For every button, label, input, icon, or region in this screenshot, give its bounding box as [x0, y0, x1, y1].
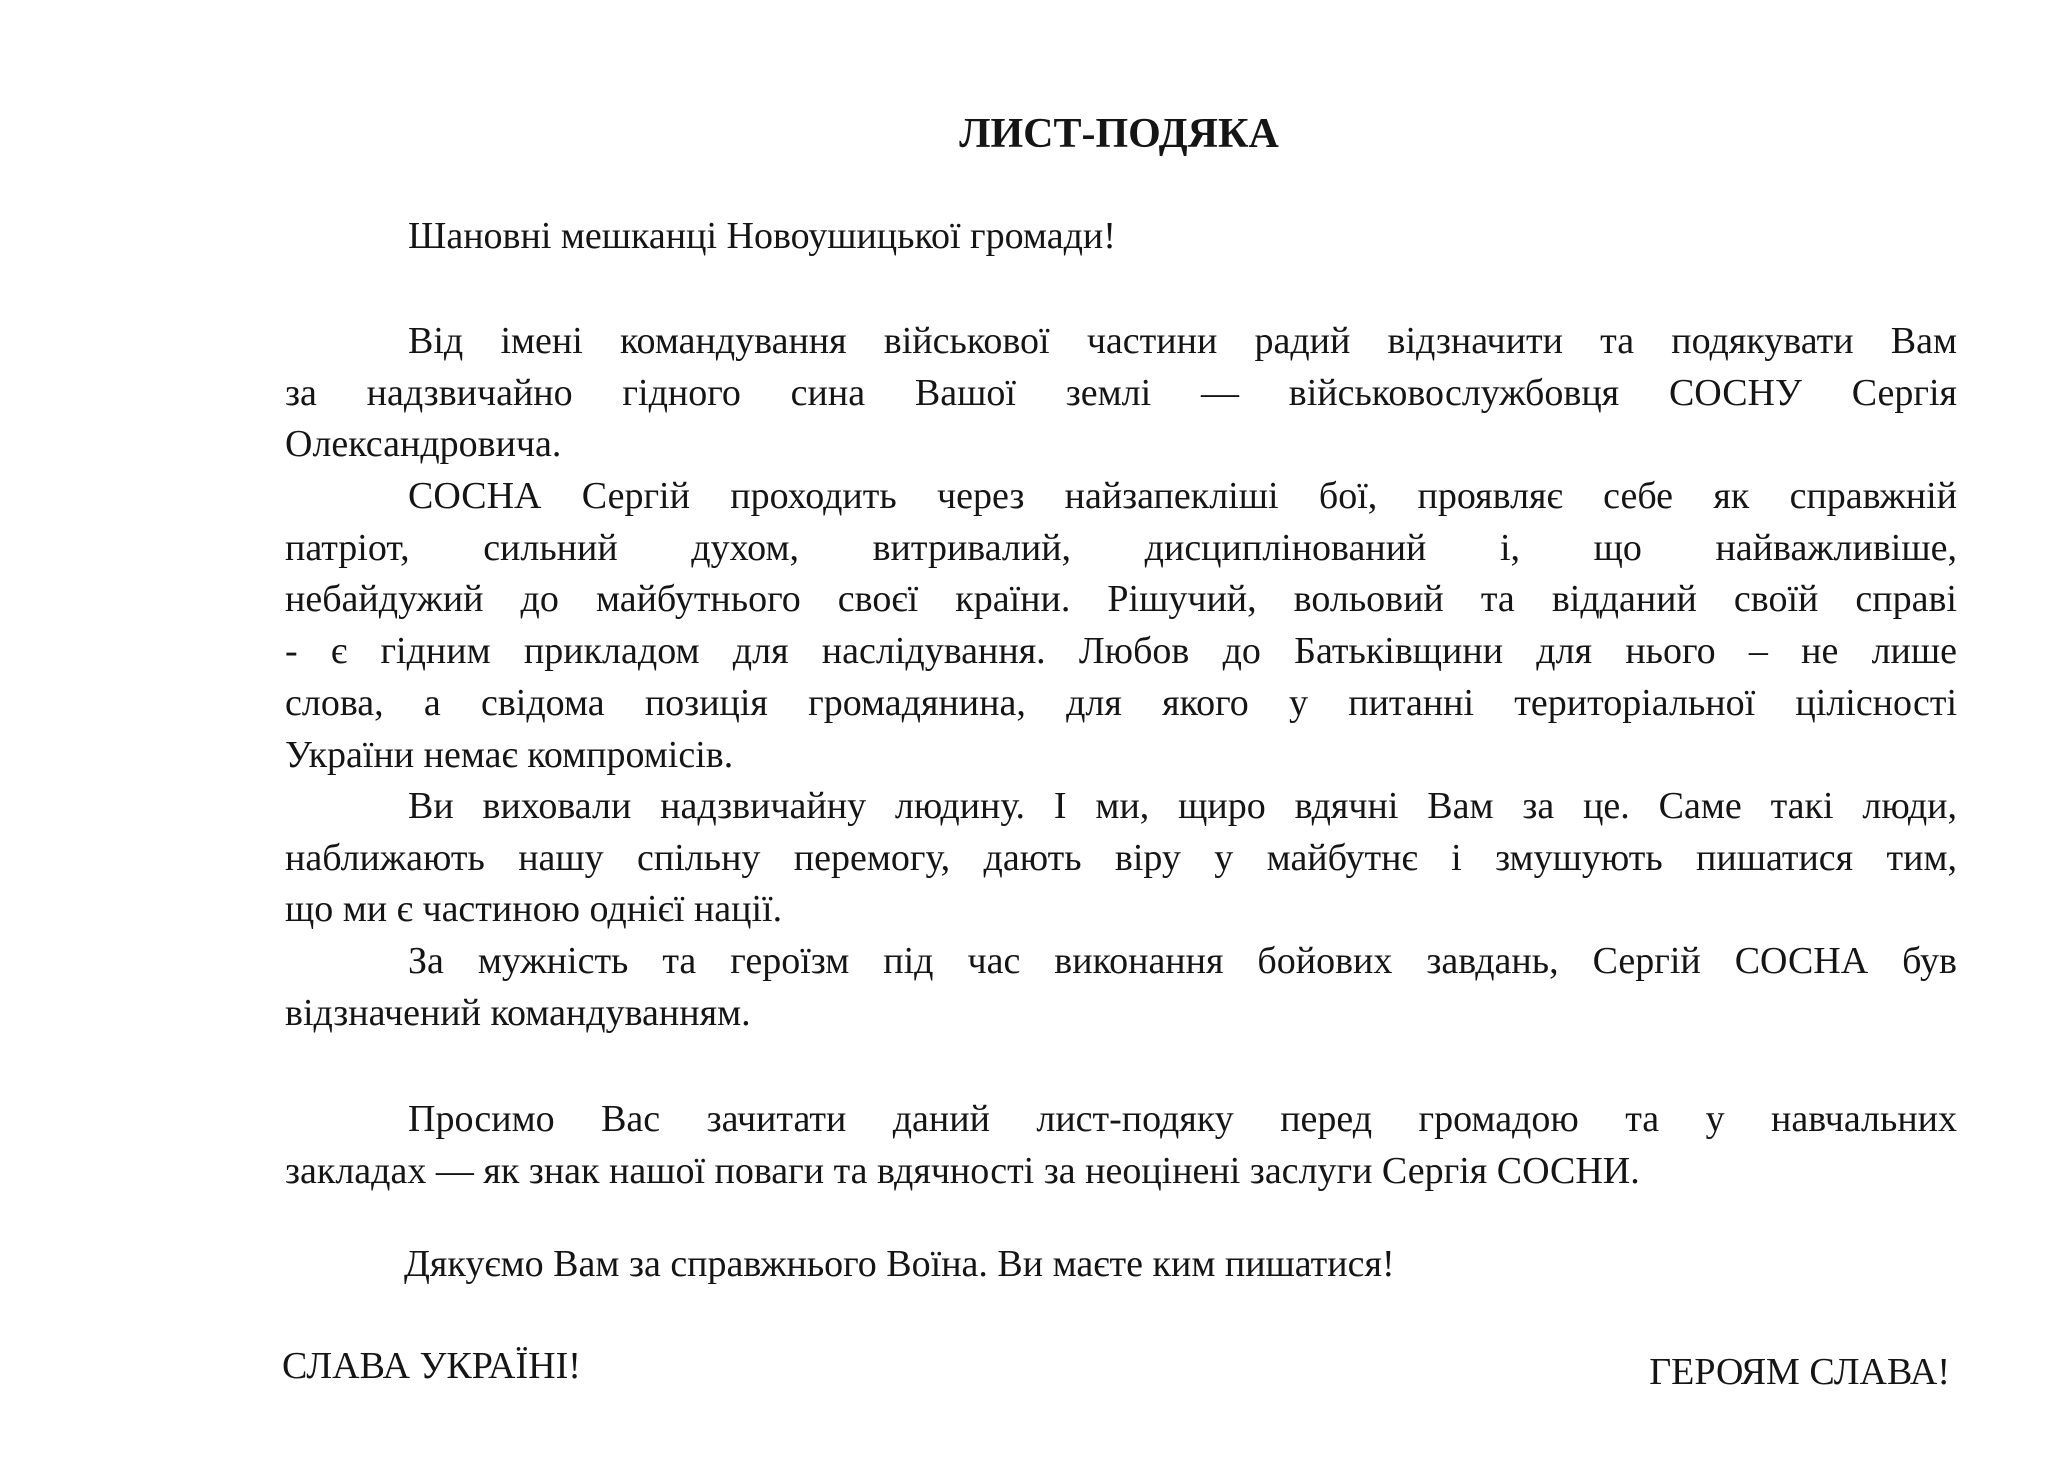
text-line: небайдужий до майбутнього своєї країни. Рішучий, вольовий та відданий своїй справі [285, 578, 1957, 621]
paragraph-3 [285, 781, 1957, 936]
text-line: За мужність та героїзм під час виконання бойових завдань, Сергій СОСНА був [408, 940, 1957, 982]
text-line: СОСНА Сергій проходить через найзапекліші бої, проявляє себе як справжній [408, 475, 1957, 517]
text-line: слова, а свідома позиція громадянина, для якого у питанні територіальної цілісності [285, 681, 1957, 724]
greeting: Шановні мешканці Новоушицької громади! [408, 215, 1116, 257]
paragraph-5 [285, 1094, 1957, 1197]
page-title: ЛИСТ-ПОДЯКА [959, 111, 1279, 157]
paragraph-2 [285, 471, 1957, 781]
closing-line: Дякуємо Вам за справжнього Воїна. Ви маєте ким пишатися! [404, 1243, 1395, 1285]
paragraph-4 [285, 936, 1957, 1039]
text-line: Ви виховали надзвичайну людину. І ми, щиро вдячні Вам за це. Саме такі люди, [408, 785, 1957, 827]
slogan-right: ГЕРОЯМ СЛАВА! [1649, 1351, 1950, 1393]
text-line: України немає компромісів. [285, 733, 734, 776]
text-line: за надзвичайно гідного сина Вашої землі — військовослужбовця СОСНУ Сергія [285, 371, 1957, 414]
slogan-left: СЛАВА УКРАЇНІ! [282, 1345, 581, 1387]
text-line: - є гідним прикладом для наслідування. Любов до Батьківщини для нього – не лише [285, 630, 1957, 673]
text-line: відзначений командуванням. [285, 991, 751, 1034]
text-line: закладах — як знак нашої поваги та вдячності за неоцінені заслуги Сергія СОСНИ. [285, 1149, 1640, 1192]
paragraph-1 [285, 316, 1957, 471]
text-line: Від імені командування військової частини радий відзначити та подякувати Вам [408, 320, 1957, 362]
text-line: Олександровича. [285, 423, 562, 466]
text-line: що ми є частиною однієї нації. [285, 888, 783, 931]
text-line: наближають нашу спільну перемогу, дають віру у майбутнє і змушують пишатися тим, [285, 836, 1957, 879]
text-line: патріот, сильний духом, витривалий, дисциплінований і, що найважливіше, [285, 526, 1957, 569]
text-line: Просимо Вас зачитати даний лист-подяку перед громадою та у навчальних [408, 1098, 1957, 1140]
